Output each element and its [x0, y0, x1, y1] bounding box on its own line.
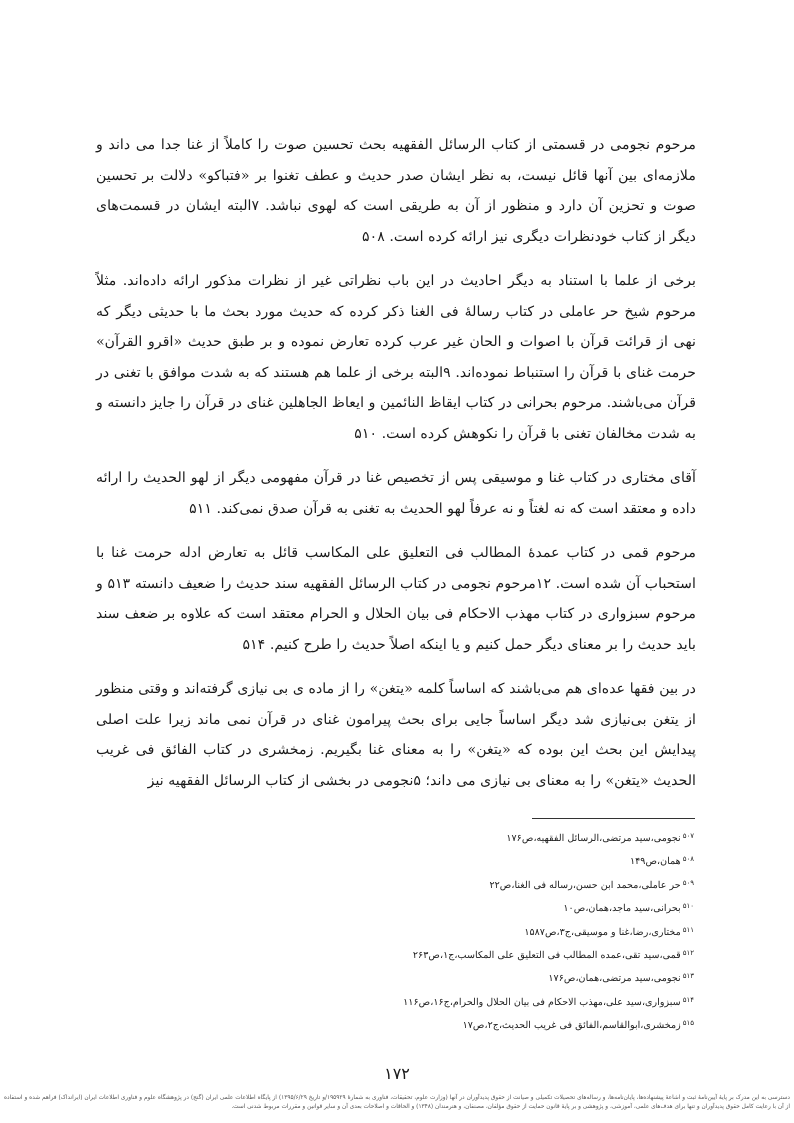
footnote-number: ۵۰۸ — [682, 855, 694, 864]
footnote — [96, 990, 694, 1013]
footnote-number: ۵۱۳ — [682, 972, 694, 981]
footnote-number: ۵۱۲ — [682, 949, 694, 958]
footnote-text: سبزواری،سید علی،مهذب الاحکام فی بیان الحلال والحرام،ج۱۶،ص۱۱۶ — [403, 996, 681, 1008]
footnote-text: همان،ص۱۴۹ — [629, 856, 681, 868]
footnote — [96, 849, 694, 872]
footnote — [96, 896, 694, 919]
footnote-number: ۵۱۱ — [682, 925, 694, 934]
footnotes — [96, 826, 694, 1037]
copyright-notice: دسترسی به این مدرک بر پایهٔ آیین‌نامهٔ ثبت و اشاعهٔ پیشنهاده‌ها، پایان‌نامه‌ها، و رساله‌های تحصیلات تکمیلی و صیانت از حقوق پدیدآوران در آنها (وزارت علوم، تحقیقات، فناوری به شمارهٔ ۱۹۵۹۲۹/و تاریخ ۱۳۹۵/۶/۲۹) از پایگاه اطلاعات علمی ایران (گنج) در پژوهشگاه علوم و فناوری اطلاعات ایران (ایرانداک) فراهم شده و استفاده از آن با رعایت کامل حقوق پدیدآوران و تنها برای هدف‌های علمی، آموزشی، و پژوهشی و بر پایهٔ قانون حمایت از حقوق مؤلفان، مصنفان، و هنرمندان (۱۳۴۸) و الحاقات و اصلاحات بعدی آن و سایر قوانین و مقررات مربوط شدنی است. — [4, 1095, 790, 1110]
footnote — [96, 943, 694, 966]
footnote — [96, 873, 694, 896]
footnote-text: بحرانی،سید ماجد،همان،ص۱۰ — [563, 903, 681, 915]
footnote — [96, 920, 694, 943]
paragraph: برخی از علما با استناد به دیگر احادیث در این باب نظراتی غیر از نظرات مذکور ارائه داده‌اند. مثلاً مرحوم شیخ حر عاملی در کتاب رسالهٔ فی الغنا ذکر کرده که حدیث مورد بحث ما با حدیثی دیگر که نهی از قرائت قرآن با اصوات و الحان غیر عرب کرده تعارض نموده و بر طبق حدیث «اقرو القرآن» حرمت غنای با قرآن را استنباط نموده‌اند. ۹البته برخی از علما هم هستند که به شدت موافق با تغنی در قرآن می‌باشند. مرحوم بحرانی در کتاب ایقاظ النائمین و ایعاظ الجاهلین غنای در قرآن را جایز دانسته و به شدت مخالفان تغنی با قرآن را نکوهش کرده است. ۵۱۰ — [96, 273, 696, 442]
footnote-text: زمخشری،ابوالقاسم،الفائق فی غریب الحدیث،ج۲،ص۱۷ — [462, 1020, 681, 1032]
paragraph: مرحوم نجومی در قسمتی از کتاب الرسائل الفقهیه بحث تحسین صوت را کاملاً از غنا جدا می داند و ملازمه‌ای بین آنها قائل نیست، به نظر ایشان صدر حدیث و عطف تغنوا بر «فتباکو» دلالت بر تحسین صوت و تحزین آن دارد و منظور از آن به طریقی است که لهوی نباشد. ۷البته ایشان در قسمت‌های دیگر از کتاب خودنظرات دیگری نیز ارائه کرده است. ۵۰۸ — [96, 137, 696, 245]
footnote-number: ۵۰۹ — [682, 878, 694, 887]
footnote — [96, 826, 694, 849]
paragraph: در بین فقها عده‌ای هم می‌باشند که اساساً کلمه «یتغن» را از ماده ی بی نیازی گرفته‌اند و وقتی منظور از یتغن بی‌نیازی شد دیگر اساساً جایی برای بحث پیرامون غنای در قرآن نمی ماند زیرا علت اصلی پیدایش این بحث این بوده که «یتغن» را به معنای غنا بگیریم. زمخشری در کتاب الفائق فی غریب الحدیث «یتغن» را به معنای بی نیازی می داند؛ ۵نجومی در بخشی از کتاب الرسائل الفقهیه نیز — [96, 681, 696, 789]
footnote-divider — [532, 818, 695, 819]
page-number: ۱۷۲ — [384, 1064, 410, 1083]
footnote-number: ۵۱۵ — [682, 1019, 694, 1028]
footnote — [96, 966, 694, 989]
footnote — [96, 1013, 694, 1036]
paragraph: مرحوم قمی در کتاب عمدهٔ المطالب فی التعلیق علی المکاسب قائل به تعارض ادله حرمت غنا با استحباب آن شده است. ۱۲مرحوم نجومی در کتاب الرسائل الفقهیه سند حدیث را ضعیف دانسته ۵۱۳ و مرحوم سبزواری در کتاب مهذب الاحکام فی بیان الحلال و الحرام معتقد است که علاوه بر ضعف سند باید حدیث را بر معنای دیگر حمل کنیم و یا اینکه اصلاً حدیث را طرح کنیم. ۵۱۴ — [96, 545, 696, 653]
footnote-text: نجومی،سید مرتضی،الرسائل الفقهیه،ص۱۷۶ — [506, 833, 681, 844]
footnote-text: مختاری،رضا،غنا و موسیقی،ج۳،ص۱۵۸۷ — [524, 926, 681, 938]
footnote-text: نجومی،سید مرتضی،همان،ص۱۷۶ — [548, 973, 681, 985]
body-text — [96, 130, 696, 810]
footnote-number: ۵۰۷ — [682, 832, 694, 840]
footnote-text: حر عاملی،محمد ابن حسن،رساله فی الغنا،ص۲۲ — [489, 879, 681, 891]
paragraph: آقای مختاری در کتاب غنا و موسیقی پس از تخصیص غنا در قرآن مفهومی دیگر از لهو الحدیث را ارائه داده و معتقد است که نه لغتاً و نه عرفاً لهو الحدیث به تغنی به قرآن صدق نمی‌کند. ۵۱۱ — [96, 470, 696, 517]
footnote-text: قمی،سید تقی،عمده المطالب فی التعلیق علی المکاسب،ج۱،ص۲۶۳ — [412, 950, 681, 962]
footnote-number: ۵۱۰ — [682, 902, 694, 911]
footnote-number: ۵۱۴ — [682, 995, 694, 1004]
